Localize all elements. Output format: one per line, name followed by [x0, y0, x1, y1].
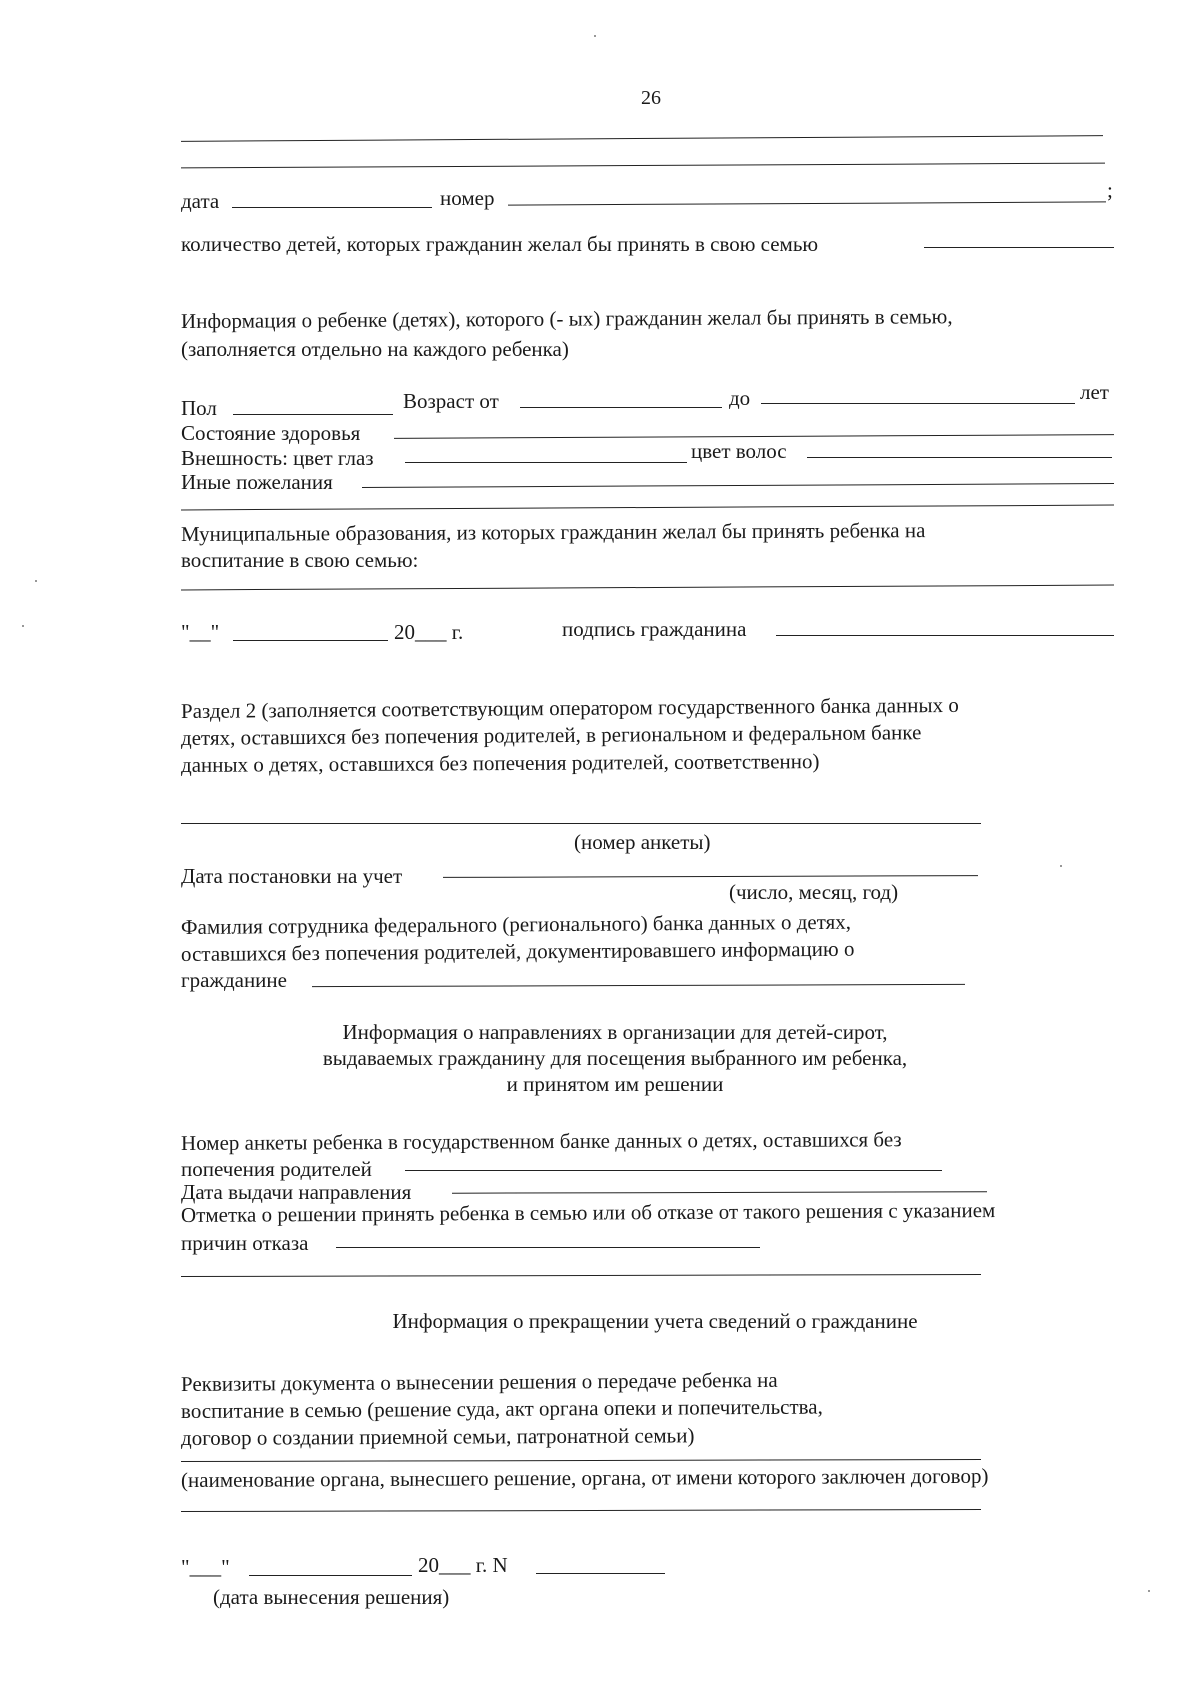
date-field[interactable] — [232, 207, 432, 208]
date-caption: (число, месяц, год) — [729, 880, 899, 904]
referrals-heading-line2: выдаваемых гражданину для посещения выбранного им ребенка, — [322, 1046, 908, 1070]
registration-date-label: Дата постановки на учет — [181, 864, 403, 888]
child-form-field[interactable] — [405, 1170, 942, 1171]
number-field[interactable] — [508, 201, 1106, 205]
number-label: номер — [440, 186, 495, 210]
scan-speck — [1148, 1590, 1150, 1592]
employee-line1: Фамилия сотрудника федерального (регионального) банка данных о детях, — [180, 909, 852, 939]
employee-line2: оставшихся без попечения родителей, документировавшего информацию о — [180, 936, 855, 966]
municipal-field[interactable] — [181, 585, 1114, 591]
document-details-line1: Реквизиты документа о вынесении решения о передаче ребенка на — [180, 1367, 778, 1396]
scan-speck — [1060, 865, 1062, 867]
other-wishes-field[interactable] — [362, 483, 1114, 488]
referrals-heading-line1: Информация о направлениях в организации для детей-сирот, — [342, 1020, 888, 1044]
issue-date-field[interactable] — [452, 1191, 987, 1193]
decision-day: "___" — [181, 1555, 230, 1579]
date-label: дата — [181, 189, 220, 213]
child-form-label-line1: Номер анкеты ребенка в государственном банке данных о детях, оставшихся без — [180, 1127, 902, 1155]
citizen-signature-field[interactable] — [776, 635, 1114, 636]
section2-heading-line3: данных о детях, оставшихся без попечения родителей, соответственно) — [180, 749, 820, 777]
child-form-label-line2: попечения родителей — [181, 1157, 372, 1181]
children-count-label: количество детей, которых гражданин желал бы принять в свою семью — [181, 232, 819, 256]
page-number: 26 — [641, 87, 661, 109]
document-details-line2: воспитание в семью (решение суда, акт органа опеки и попечительства, — [180, 1394, 823, 1423]
signature-day: "__" — [181, 620, 220, 644]
blank-line[interactable] — [181, 1509, 981, 1512]
issue-date-label: Дата выдачи направления — [181, 1180, 412, 1204]
employee-line3: гражданине — [181, 968, 287, 992]
referrals-heading-line3: и принятом им решении — [506, 1072, 724, 1096]
decision-number-field[interactable] — [536, 1573, 665, 1574]
municipal-label-line1: Муниципальные образования, из которых гражданин желал бы принять ребенка на — [180, 518, 926, 546]
hair-color-field[interactable] — [807, 457, 1112, 458]
child-info-subheading: (заполняется отдельно на каждого ребенка) — [181, 337, 569, 361]
signature-month-field[interactable] — [233, 640, 388, 641]
sex-label: Пол — [181, 396, 217, 420]
scan-speck — [35, 580, 37, 582]
other-wishes-label: Иные пожелания — [181, 470, 333, 494]
blank-line[interactable] — [181, 1274, 981, 1277]
eye-color-field[interactable] — [405, 462, 687, 463]
semicolon: ; — [1107, 178, 1113, 202]
document-details-line3: договор о создании приемной семьи, патронатной семьи) — [180, 1423, 695, 1450]
registration-date-field[interactable] — [443, 875, 978, 878]
age-from-label: Возраст от — [403, 389, 499, 413]
decision-field[interactable] — [336, 1247, 760, 1248]
health-label: Состояние здоровья — [181, 421, 361, 445]
age-to-label: до — [729, 386, 751, 410]
termination-heading: Информация о прекращении учета сведений о гражданине — [392, 1309, 918, 1333]
citizen-signature-label: подпись гражданина — [562, 617, 747, 641]
municipal-label-line2: воспитание в свою семью: — [181, 548, 419, 572]
decision-month-field[interactable] — [249, 1575, 412, 1576]
form-number-caption: (номер анкеты) — [574, 830, 711, 854]
age-from-field[interactable] — [520, 407, 722, 408]
children-count-field[interactable] — [924, 247, 1114, 248]
section2-heading-line1: Раздел 2 (заполняется соответствующим оператором государственного банка данных о — [180, 692, 959, 723]
blank-line[interactable] — [181, 135, 1103, 142]
years-label: лет — [1080, 380, 1109, 404]
authority-field[interactable] — [181, 1459, 981, 1462]
authority-caption: (наименование органа, вынесшего решение, органа, от имени которого заключен договор) — [180, 1463, 989, 1492]
sex-field[interactable] — [233, 414, 393, 415]
eye-color-label: Внешность: цвет глаз — [181, 446, 374, 470]
decision-date-caption: (дата вынесения решения) — [213, 1585, 450, 1609]
employee-field[interactable] — [312, 984, 965, 987]
blank-line[interactable] — [181, 505, 1114, 511]
scan-speck — [594, 35, 596, 37]
age-to-field[interactable] — [761, 403, 1075, 404]
section2-heading-line2: детях, оставшихся без попечения родителей, в региональном и федеральном банке — [180, 720, 922, 750]
hair-color-label: цвет волос — [691, 439, 787, 463]
blank-line[interactable] — [181, 163, 1105, 169]
decision-label-line1: Отметка о решении принять ребенка в семью или об отказе от такого решения с указанием — [180, 1198, 996, 1227]
signature-year: 20___ г. — [394, 620, 464, 644]
decision-label-line2: причин отказа — [181, 1231, 309, 1255]
child-info-heading: Информация о ребенке (детях), которого (- ых) гражданин желал бы принять в семью, — [180, 304, 953, 333]
form-number-field[interactable] — [181, 823, 981, 824]
scan-speck — [22, 625, 24, 627]
decision-year-number: 20___ г. N — [418, 1553, 508, 1577]
